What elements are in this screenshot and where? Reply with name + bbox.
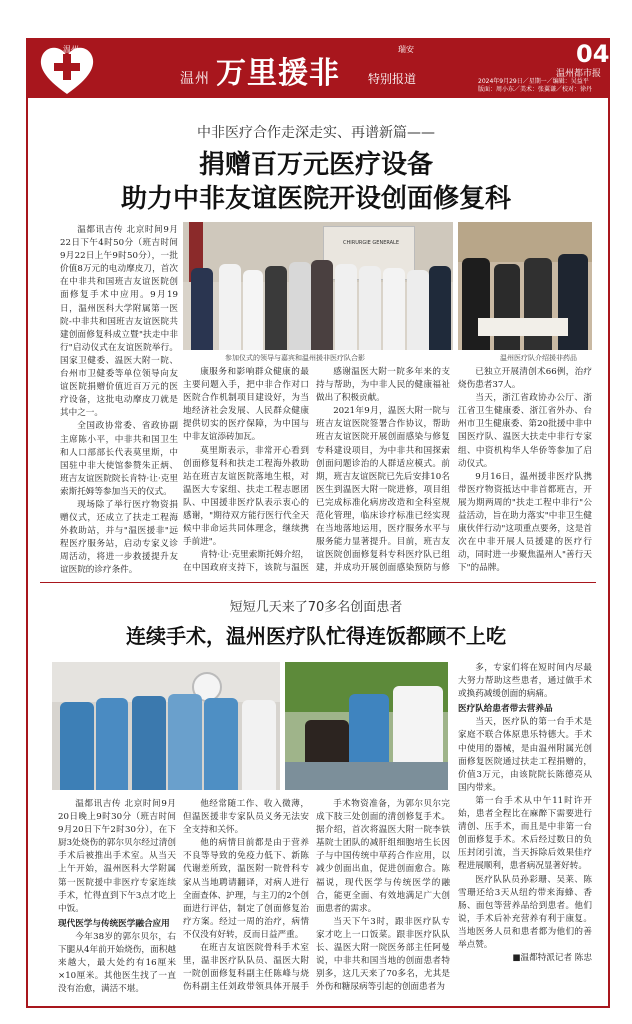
story2-subheading: 医疗队给患者带去营养品 — [458, 704, 553, 715]
story2-subheading: 现代医学与传统医学融合应用 — [58, 918, 170, 929]
issue-meta-line: 版面：周小东／美术：张翼谦／校对：徐丹 — [478, 86, 593, 93]
story1-paragraph: 感谢温医大附一院多年来的支持与帮助，为中非人民的健康福祉做出了积极贡献。 — [316, 367, 450, 404]
story2-paragraph: 当天下午3时，跟非医疗队专家才吃上一口饭菜。跟非医疗队队长、温医大附一院医务部主任阿曼说，中非共和国当地的创面患者特别多，这几天来了70多名，尤其是外伤和糖尿病等引起的创面患者为 — [316, 916, 450, 993]
story2-paragraph: 温都讯吉传 北京时间9月20日晚上9时30分（班吉时间9月20日下午2时30分），在下厨3处烧伤的郭尔贝尔经过清创手术后被推出手术室。从当天上午开始，温州医科大学附属第一医院援中非医疗专家连续手术，忙得直到下午3点才吃上中饭。 — [58, 799, 176, 914]
story1-paragraph: 肯特·让·克里索斯托姆介绍，在中国政府支持下，该院与温医 — [183, 550, 309, 574]
region-label-right: 瑞安 — [398, 45, 414, 54]
city-label: 温州 — [180, 71, 210, 87]
photo2-caption: 温州医疗队介绍援非药品 — [500, 354, 577, 362]
story2-column-2 — [183, 798, 309, 994]
story1-kicker: 中非医疗合作走深走实、再谱新篇—— — [197, 125, 435, 141]
story2-paragraph: 医疗队队员孙彩珊、吴莱、陈雪珊还给3天从纽约带来海蜂、香肠、面包等营养品给到患者。他们说，手术后补充营养有利于康复。当地医务人员和患者都为他们的善举点赞。 — [458, 874, 592, 950]
story1-byline — [458, 576, 592, 577]
issue-meta-line: 2024年9月29日／星期一／编辑：吴益平 — [478, 78, 589, 85]
section-title — [180, 48, 340, 92]
section-subtitle: 特别报道 — [368, 72, 417, 86]
photo1-caption: 参加仪式的领导与嘉宾和温州援非医疗队合影 — [225, 354, 365, 362]
story1-paragraph: 当天，浙江省政协办公厅、浙江省卫生健康委、浙江省外办、台州市卫生健康委、第20批援中非中国医疗队、温医大扶走中非行专家组、中资机构华人华侨等参加了启动仪式。 — [458, 393, 592, 469]
story2-title: 连续手术，温州医疗队忙得连饭都顾不上吃 — [126, 624, 506, 648]
story2-kicker: 短短几天来了70多名创面患者 — [229, 600, 403, 615]
section-title-text: 万里援非 — [216, 56, 340, 91]
story2-paragraph: 在班吉友谊医院骨科手术室里，温非医疗队队员、温医大附一院创面修复科副主任陈峰与烧伤科副主任刘政带领具体开展手 — [183, 943, 309, 993]
paper-name: 温州都市报 — [556, 69, 602, 79]
story1-column-4 — [458, 366, 592, 576]
story1-paragraph: 已独立开展清创术66例，治疗烧伤患者37人。 — [458, 367, 592, 391]
story2-paragraph: 多，专家们将在短时间内尽最大努力帮助这些患者，通过做手术或换药减缓创面的病痛。 — [458, 663, 592, 700]
region-label: 温州 — [63, 45, 79, 54]
story2-paragraph: 今年38岁的郭尔贝尔，右下腿从4年前开始烧伤，面积越来越大，最大处约有16厘米×10厘米。其他医生找了一直没有治愈，满活不堪。 — [58, 931, 176, 994]
story1-paragraph: 9月16日，温州援非医疗队携带医疗物资抵达中非首都班吉，开展为期两周的"扶走工程中非行"公益活动，旨在助力落实"中非卫生健康伙伴行动"这项重点要务，这是首次在中非开展人员援建的医疗行动，同时进一步聚焦温州人"善行天下"的品牌。 — [458, 471, 592, 574]
surgeons-photo — [52, 662, 280, 790]
wall-sign: CHIRURGIE GENERALE — [343, 240, 400, 246]
story1-paragraph: 2021年9月，温医大附一院与班吉友谊医院签署合作协议，帮助班吉友谊医院开展创面感染与修复专科建设项目，为中非共和国探索创面问题诊治的人群适应模式。前期，班吉友谊医院已先后安排10名医生到温医大附一院进修，项目组已完成标准化病房改造和全科室规范化管理，临床诊疗标准已经实现在当地落地运用，医疗服务水平与服务能力显著提升。目前，班吉友谊医院创面修复科专科医疗队已组建，并成功开展创面感染预防与修 — [316, 406, 450, 574]
group-photo — [183, 222, 453, 350]
story2-column-3 — [316, 798, 450, 994]
story1-column-2 — [183, 366, 309, 576]
story1-column-3 — [316, 366, 450, 576]
story1-title-line2: 助力中非友谊医院开设创面修复科 — [120, 184, 511, 214]
issue-meta — [478, 78, 608, 94]
story1-paragraph: 康服务和影响群众健康的最主要问题入手，把中非合作对口医院合作机制项目建设好，为当地经济社会发展、人民群众健康提供切实的医疗保障，为中国与中非友谊添砖加瓦。 — [183, 367, 309, 443]
story2-paragraph: 他经常随工作、收入微薄，但温医援非专家队员义务无法安全支持和关怀。 — [183, 799, 309, 836]
story1-paragraph: 现场除了举行医疗物资捐赠仪式，还成立了扶走工程海外救助站，并与"温医援非"远程医疗服务站，启动专家义诊周活动，将进一步救援提升友谊医院的诊疗条件。 — [60, 499, 178, 576]
story1-paragraph: 温都讯吉传 北京时间9月22日下午4时50分（班吉时间9月22日上午9时50分），一批价值8万元的电动摩皮刀，首次在中非共和国班吉友谊医院创面修复手术中应用。9月19日，温州医科大学附属第一医院-中非共和国班吉友谊医院共建创面修复科成立暨"扶走中非行"启动仪式在友谊医院举行。国家卫健委、温医大附一院、台州市卫健委等单位领导向友谊医院捐赠价值近百万元的医疗设备，这批电动摩皮刀就是其中之一。 — [60, 225, 178, 419]
story2-column-4 — [458, 662, 592, 994]
story2-byline: ■温都特派记者 陈忠 — [512, 953, 592, 964]
story2-paragraph: 他的病情目前都是由于营养不良等导致的免疫力低下、新陈代谢差所致，温医附一院骨科专家从当地聘请翻译，对病人进行全面查体、护理，与主刀的2个创面进行评估，制定了创面修复治疗方案。经过一周的治疗，病情不仅没有好转，反而日益严重。 — [183, 838, 309, 940]
page-number: 04 — [576, 40, 610, 68]
story1-paragraph: 莫里斯表示，非常开心看到创面修复科和扶走工程海外救助站在班吉友谊医院落地生根，对温医大专家组、扶走工程志愿团队、中国援非医疗队表示衷心的感谢，"期待双方能行医行代全天候中非命运共同体理念，继续携手前进"。 — [183, 445, 309, 548]
story1-column-1 — [60, 224, 178, 576]
story2-column-1 — [58, 798, 176, 994]
story2-paragraph: 手术物资准备，为郭尔贝尔完成下肢三处创面的清创修复手术。据介绍，首次将温医大附一院李铁基院士团队的减肝组细胞培生长因子与中国传统中草药合作应用，以减少创面出血，促进创面愈合。陈福说，现代医学与传统医学的融合，能更全面、有效地满足广大创面患者的需求。 — [316, 799, 450, 914]
story2-paragraph: 第一台手术从中午11时许开始，患者全程比在麻醉下需要进行清创、压手术，而且是中非第一台创面修复手术。术后经过数日的负压封闭引流，当天拆除后效果佳疗程进展顺利，患者病况显著好转。 — [458, 795, 592, 872]
medicine-photo — [458, 222, 592, 350]
story2-paragraph: 当天，医疗队的第一台手术是家庭不联合体原患乐特德大。手术中使用的器械，是由温州附属光创面修复医院通过扶走工程捐赠的，价值3万元，由该院院长陈德亮从国内带来。 — [458, 717, 592, 793]
story1-paragraph: 全国政协常委、省政协副主席陈小平，中非共和国卫生和人口部部长代表莫里斯，中国驻中非大使馆参赞朱正炳、班吉友谊医院院长肯特·让·克里索斯托姆等参加当天的仪式。 — [60, 421, 178, 497]
patient-care-photo — [285, 662, 448, 790]
story1-title-line1: 捐赠百万元医疗设备 — [198, 150, 433, 180]
section-divider — [40, 582, 596, 583]
